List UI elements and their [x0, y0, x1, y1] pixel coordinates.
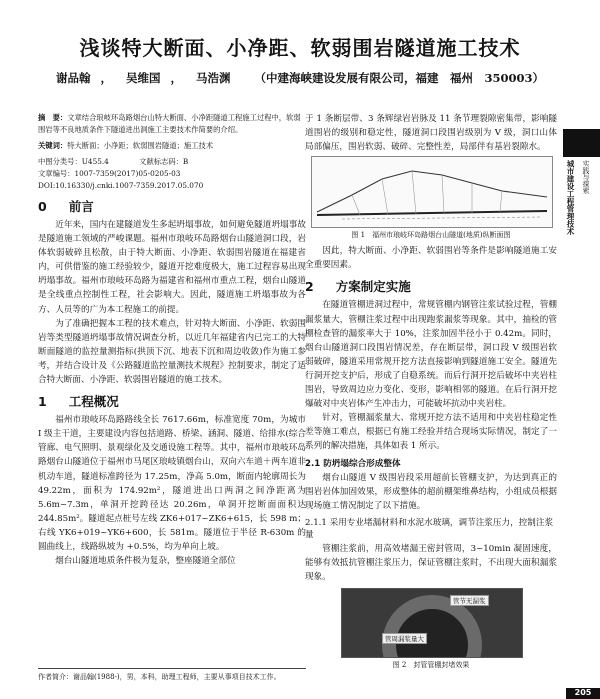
keywords-label: 关键词： [38, 141, 68, 150]
tunnel-profile-drawing [312, 157, 552, 227]
section-number: 1 [38, 394, 47, 410]
author-name: 吴维国 [125, 71, 161, 85]
geology-lines [352, 171, 502, 215]
footnote: 作者简介：谢品翰(1988-)，男，本科，助理工程师，主要从事项目技术工作。 [38, 668, 306, 683]
author-affiliation: （中建海峡建设发展有限公司，福建 福州 350003） [254, 71, 545, 85]
section-title: 前言 [68, 199, 94, 214]
paragraph: 针对，管棚漏浆量大、常规开挖方法不适用和中夹岩柱稳定性差等施工难点，根据已有施工经验并结合现场实际情况，制定了一系列的解决措施，具体如表 1 所示。 [305, 413, 557, 452]
abstract-label: 摘 要： [38, 113, 68, 122]
classification [38, 156, 306, 192]
paragraph: 近年来，国内在建隧道发生多起坍塌事故，如何避免隧道坍塌事故是隧道施工领域的严峻课题。福州市琅岐环岛路烟台山隧道洞口段，岩体软弱破碎且松散，由于特大断面、小净距、软弱围岩隧道在福建省内，可供借鉴的施工经验较少，隧道开挖难度极大，施工过程容易出现坍塌事故。福州市琅岐环岛路为福建省和福州市重点工程，烟台山隧道是全线重点控制性工程，社会影响大。因此，隧道施工坍塌事故为各方、人员等的广为本工程施工的前提。 [38, 220, 306, 315]
author-name: 马浩渊 [196, 71, 231, 85]
author-line: 谢品翰 ， 吴维国 ， 马浩渊 （中建海峡建设发展有限公司，福建 福州 350003） [55, 71, 545, 85]
sidebar-sublabel: 实践与探索 [581, 160, 589, 194]
section-title: 工程概况 [68, 394, 119, 410]
paragraph: 为了准确把握本工程的技术难点，针对特大断面、小净距、软弱围岩等类型隧道坍塌事故情况调查分析，以近几年福建省内已完工的大特断面隧道的监控量测指标(拱顶下沉、地表下沉和周边收敛)作为施工参考，并结合设计及《公路隧道监控量测技术规程》控制要求，制定了适合特大断面、小净距、软弱围岩隧道的施工技术。 [38, 318, 306, 386]
paragraph: 于 1 条断层带、3 条辉绿岩岩脉及 11 条节理裂隙密集带，影响隧道围岩的级别和稳定性，隧道洞口段围岩级别为 V 级，洞口山体局部偏压，围岩软弱、破碎、完整性差，局部伴有基岩裂隙水。 [305, 114, 557, 153]
clc-number: 中图分类号：U455.4 [38, 157, 109, 166]
sidebar-label: 城市建设工程管理技术 [566, 160, 575, 235]
figure-2-tag-right: 管节无漏浆 [450, 595, 489, 606]
paragraph: 烟台山隧道地质条件极为复杂，整座隧道全部位 [55, 556, 236, 567]
left-column [38, 112, 306, 568]
doi: DOI:10.16330/j.cnki.1007-7359.2017.05.070 [38, 181, 204, 190]
figure-1-caption: 图 1 福州市琅岐环岛路烟台山隧道(地质)纵断面图 [351, 231, 511, 240]
author-name: 谢品翰 [55, 71, 91, 85]
article-number: 文章编号：1007-7359(2017)05-0205-03 [38, 169, 181, 178]
section-title: 方案制定实施 [335, 279, 411, 295]
paragraph: 福州市琅岐环岛路路线全长 7617.66m，标准宽度 70m，为城市 I 级主干道，主要建设内容包括道路、桥梁、涵洞、隧道、给排水(综合管廊、电气照明、景观绿化及交通设施工程等。其中，福州市琅岐环岛路烟台山隧道位于福州市马尾区琅岐镇烟台山，双向六车道＋两车道非机动车道，隧道标准跨径为 17.25m，净高 5.0m，断面内轮廓周长为 49.22m，面积为 174.92m²，隧道进出口两洞之间净距离为 5.6m~7.3m，单洞开挖跨径达 20.26m，单洞开挖断面面积达 244.85m²。隧道起点桩号左线 ZK6+017~ZK6+615，长 598 m；右线 YK6+019~YK6+600，长 581m。隧道位于半径 R-630m 的圆曲线上，线路纵坡为 +0.5%，均为单向上坡。 [38, 415, 306, 552]
section-heading-1 [38, 392, 306, 410]
paragraph: 因此，特大断面、小净距、软弱围岩等条件是影响隧道施工安全重要因素。 [305, 246, 557, 271]
right-column [305, 112, 557, 674]
paper-title: 浅谈特大断面、小净距、软弱围岩隧道施工技术 [79, 36, 521, 60]
sidebar-marker [563, 129, 600, 157]
paragraph: 在隧道管棚进洞过程中，常规管棚内钢管注浆试验过程，管棚漏浆量大，管棚注浆过程中出现跑浆漏浆等现象。其中，抽检的管棚检查管的漏浆率大于 10%，注浆加固半径小于 0.42m。同时，烟台山隧道洞口段围岩情况差，存在断层带，洞口段 V 级围岩软弱破碎，隧道采用常规开挖方法直接影响到隧道施工安全。隧道先行洞开挖支护后，形成了自稳系统。而后行洞开挖后破坏中夹岩柱围岩，导致周边应力变化、变形，影响相邻的隧道。在后行洞开挖爆破对中夹岩体产生冲击力，可能破坏抗动中夹岩柱。 [305, 300, 557, 410]
section-number: 2 [305, 279, 314, 295]
paragraph: 烟台山隧道 V 级围岩段采用超前长管棚支护，为达到真正的围岩岩体加固效果，形成整体的超前棚架维鼻结构，小组成员根据现场施工情况制定了以下措施。 [305, 472, 557, 511]
figure-2-tag-left: 管周漏浆量大 [382, 633, 427, 644]
datum-line [342, 217, 542, 219]
section-heading-2 [305, 277, 557, 295]
keywords [38, 140, 306, 152]
paragraph: 管棚注浆前，用高效堵漏王密封管周，3~10min 凝固速度，能够有效抵抗管棚注浆压力，保证管棚注浆时，不出现大面积漏浆现象。 [305, 543, 557, 582]
subsection-heading: 2.1.1 采用专业堵漏材料和水泥水玻璃，调节注浆压力，控制注浆量 [305, 517, 554, 540]
abstract-text: 文章结合琅岐环岛路烟台山特大断面、小净距隧道工程施工过程中，软弱围岩等不良地质条件下隧道进出洞施工主要技术作简要的介绍。 [38, 113, 301, 134]
figure-2-caption: 图 2 封管管棚封堵效果 [392, 661, 470, 670]
figure-2-photo [341, 588, 523, 658]
figure-1-tunnel-profile [311, 156, 553, 228]
keywords-text: 特大断面；小净距；软弱围岩隧道；施工技术 [67, 141, 214, 150]
section-number: 0 [38, 199, 47, 214]
abstract [38, 112, 306, 136]
section-heading-0 [38, 197, 306, 215]
page-number: 205 [566, 688, 600, 699]
document-code: 文献标志码：B [139, 157, 189, 166]
ground-line [317, 171, 547, 212]
tunnel-axis [317, 211, 547, 215]
subsection-heading: 2.1 防坍塌综合形成整体 [305, 458, 401, 469]
